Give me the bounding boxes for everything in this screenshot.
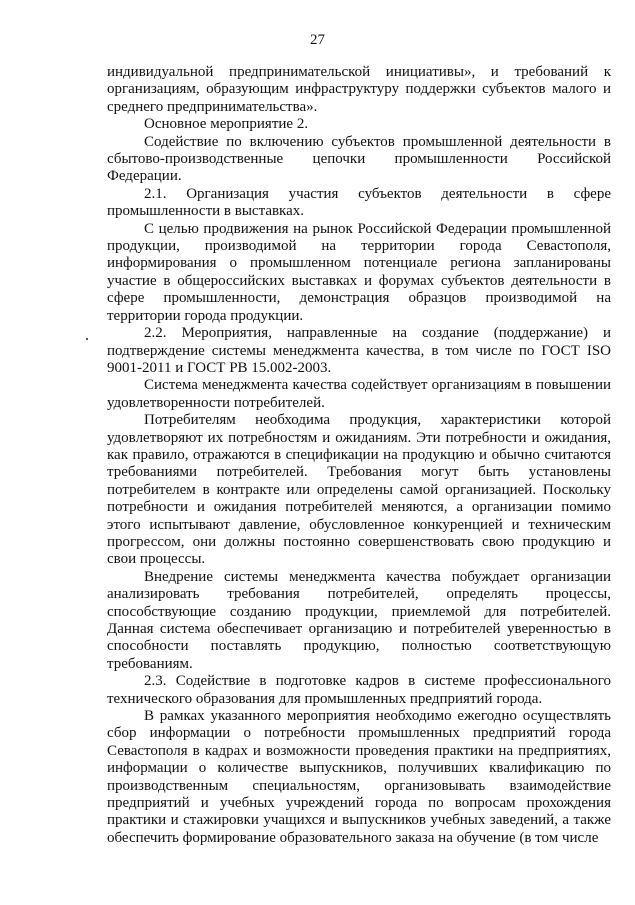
paragraph-main-activity-description: Содействие по включению субъектов промышленной деятельности в сбытово-производственные цепочки промышленности Российской Федерации. <box>107 133 611 185</box>
paragraph-main-activity-title: Основное мероприятие 2. <box>144 116 309 133</box>
paragraph-qms-intro: Система менеджмента качества содействует организациям в повышении удовлетворенности потребителей. <box>107 377 611 411</box>
paragraph-consumer-needs: Потребителям необходима продукция, характеристики которой удовлетворяют их потребностям и ожиданиям. Эти потребности и ожидания, как правило, отражаются в спецификации на продукцию и обычно считаются требованиями потребителей. Требования могут быть установлены потребителем в контракте или определены самой организацией. Поскольку потребности и ожидания потребителей меняются, а организации помимо этого испытывают давление, обусловленное конкуренцией и техническим прогрессом, они должны постоянно совершенствовать свою продукцию и свои процессы. <box>107 412 611 568</box>
paragraph-qms-implementation: Внедрение системы менеджмента качества побуждает организации анализировать требования потребителей, определять процессы, способствующие созданию продукции, приемлемой для потребителей. Данная система обеспечивает организацию и потребителей уверенностью в способности поставлять продукцию, полностью соответствующую требованиям. <box>107 568 611 672</box>
paragraph-item-2-3: 2.3. Содействие в подготовке кадров в системе профессионального технического образования для промышленных предприятий города. <box>107 673 611 707</box>
margin-mark <box>86 338 88 340</box>
paragraph-exhibitions: С целью продвижения на рынок Российской Федерации промышленной продукции, производимой на территории города Севастополя, информирования о промышленном потенциале региона запланированы участие в общероссийских выставках и форумах субъектов деятельности в сфере промышленности, демонстрация образцов производимой на территории города продукции. <box>107 220 611 324</box>
page-number: 27 <box>310 32 325 48</box>
document-body <box>107 64 611 847</box>
paragraph-item-2-2: 2.2. Мероприятия, направленные на создание (поддержание) и подтверждение системы менеджмента качества, в том числе по ГОСТ ISO 9001-2011 и ГОСТ РВ 15.002-2003. <box>107 325 611 376</box>
paragraph-personnel-training: В рамках указанного мероприятия необходимо ежегодно осуществлять сбор информации о потребности промышленных предприятий города Севастополя в кадрах и возможности проведения практики на предприятиях, информации о количестве выпускников, получивших квалификацию по производственным специальностям, организовывать взаимодействие предприятий и учебных учреждений города по вопросам прохождения практики и стажировки учащихся и выпускников учебных заведений, а также обеспечить формирование образовательного заказа на обучение (в том числе <box>107 708 611 846</box>
paragraph-item-2-1: 2.1. Организация участия субъектов деятельности в сфере промышленности в выставках. <box>107 185 611 220</box>
paragraph-continuation: индивидуальной предпринимательской инициативы», и требований к организациям, образующим инфраструктуру поддержки субъектов малого и среднего предпринимательства». <box>107 64 611 115</box>
